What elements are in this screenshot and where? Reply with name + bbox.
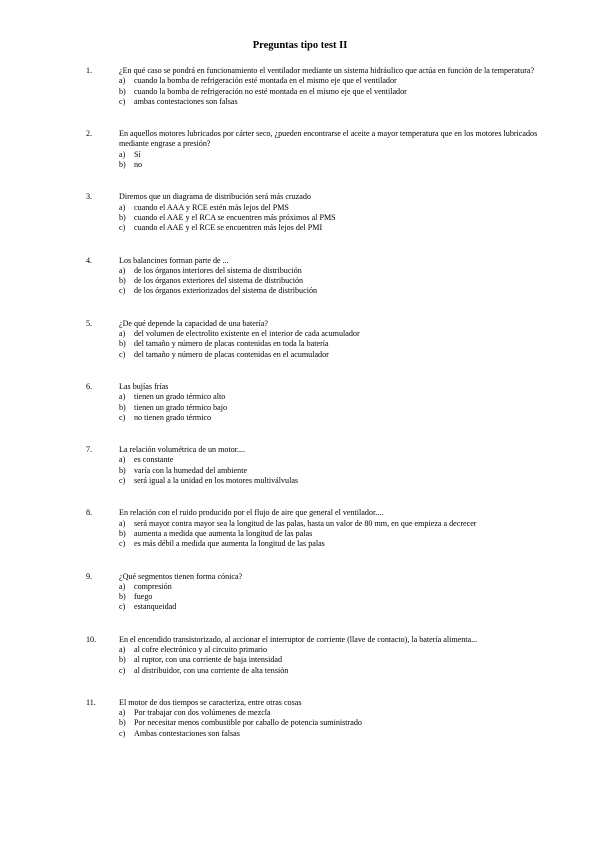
option-text: aumenta a medida que aumenta la longitud de las palas xyxy=(134,528,313,538)
page-title: Preguntas tipo test II xyxy=(252,40,348,51)
question-item xyxy=(86,698,566,739)
answer-option xyxy=(119,266,566,276)
question-number: 6. xyxy=(86,381,93,391)
question-item xyxy=(86,508,566,549)
option-letter: a) xyxy=(119,149,126,159)
option-letter: c) xyxy=(119,602,126,612)
option-letter: a) xyxy=(119,455,126,465)
option-letter: b) xyxy=(119,212,126,222)
option-letter: a) xyxy=(119,392,126,402)
answer-option xyxy=(119,529,566,539)
option-text: al cofre electrónico y al circuito primario xyxy=(134,644,268,654)
question-body xyxy=(119,256,566,297)
option-letter: c) xyxy=(119,349,126,359)
answer-option xyxy=(119,708,566,718)
answer-option xyxy=(119,403,566,413)
option-text: de los órganos exteriorizados del sistema de distribución xyxy=(134,286,318,296)
option-letter: b) xyxy=(119,86,126,96)
question-list xyxy=(86,66,566,739)
question-item xyxy=(86,192,566,233)
question-body xyxy=(119,66,566,107)
answer-option xyxy=(119,329,566,339)
option-letter: a) xyxy=(119,202,126,212)
answer-option xyxy=(119,539,566,549)
option-text: tienen un grado térmico bajo xyxy=(134,402,228,412)
option-text: fuego xyxy=(134,592,153,602)
option-text: al ruptor, con una corriente de baja intensidad xyxy=(134,655,283,665)
question-item xyxy=(86,66,566,107)
option-letter: a) xyxy=(119,708,126,718)
answer-option xyxy=(119,392,566,402)
option-letter: c) xyxy=(119,728,126,738)
question-body xyxy=(119,192,566,233)
option-text: tienen un grado térmico alto xyxy=(134,392,226,402)
question-text: Los balancines forman parte de ... xyxy=(119,255,229,265)
question-body xyxy=(119,635,566,676)
question-body xyxy=(119,572,566,613)
answer-option xyxy=(119,203,566,213)
option-text: Sí xyxy=(134,149,141,159)
question-number: 7. xyxy=(86,445,93,455)
question-text: En el encendido transistorizado, al accionar el interruptor de corriente (llave de contacto), la batería alimenta... xyxy=(119,634,478,644)
answer-option xyxy=(119,213,566,223)
option-letter: c) xyxy=(119,96,126,106)
option-letter: b) xyxy=(119,592,126,602)
question-text: El motor de dos tiempos se caracteriza, entre otras cosas xyxy=(119,697,302,707)
option-letter: a) xyxy=(119,581,126,591)
question-body xyxy=(119,382,566,423)
answer-option xyxy=(119,592,566,602)
option-text: cuando la bomba de refrigeración no esté montada en el mismo eje que el ventilador xyxy=(134,86,407,96)
option-text: de los órganos interiores del sistema de distribución xyxy=(134,265,302,275)
answer-option xyxy=(119,150,566,160)
answer-option xyxy=(119,87,566,97)
option-letter: b) xyxy=(119,339,126,349)
option-letter: b) xyxy=(119,655,126,665)
option-letter: c) xyxy=(119,223,126,233)
option-letter: b) xyxy=(119,160,126,170)
answer-option xyxy=(119,455,566,465)
option-letter: c) xyxy=(119,665,126,675)
question-number: 10. xyxy=(86,634,97,644)
answer-option xyxy=(119,350,566,360)
option-text: compresión xyxy=(134,581,172,591)
question-text: Las bujías frías xyxy=(119,381,169,391)
option-letter: b) xyxy=(119,528,126,538)
question-text: ¿De qué depende la capacidad de una batería? xyxy=(119,318,268,328)
option-letter: c) xyxy=(119,539,126,549)
option-letter: a) xyxy=(119,329,126,339)
option-text: Por necesitar menos combustible por caballo de potencia suministrado xyxy=(134,718,362,728)
question-item xyxy=(86,382,566,423)
option-text: al distribuidor, con una corriente de alta tensión xyxy=(134,665,289,675)
question-number: 9. xyxy=(86,571,93,581)
option-letter: a) xyxy=(119,644,126,654)
answer-option xyxy=(119,519,566,529)
answer-option xyxy=(119,582,566,592)
question-text: Diremos que un diagrama de distribución será más cruzado xyxy=(119,192,311,202)
answer-option xyxy=(119,645,566,655)
answer-option xyxy=(119,223,566,233)
question-item xyxy=(86,572,566,613)
question-body xyxy=(119,319,566,360)
option-text: cuando el AAE y el RCE se encuentren más lejos del PMI xyxy=(134,223,323,233)
question-text: ¿En qué caso se pondrá en funcionamiento el ventilador mediante un sistema hidráulico que actúa en función de la temperatura? xyxy=(119,66,535,75)
option-letter: a) xyxy=(119,518,126,528)
question-text: En relación con el ruido producido por el flujo de aire que general el ventilador.... xyxy=(119,508,384,518)
option-text: no xyxy=(134,160,143,170)
answer-option xyxy=(119,729,566,739)
option-text: cuando el AAA y RCE estén más lejos del PMS xyxy=(134,202,289,212)
question-number: 3. xyxy=(86,192,93,202)
option-text: del volumen de electrolito existente en el interior de cada acumulador xyxy=(134,329,360,339)
option-letter: b) xyxy=(119,465,126,475)
option-letter: a) xyxy=(119,265,126,275)
question-text: ¿Qué segmentos tienen forma cónica? xyxy=(119,571,243,581)
question-number: 5. xyxy=(86,318,93,328)
option-letter: c) xyxy=(119,286,126,296)
answer-option xyxy=(119,97,566,107)
answer-option xyxy=(119,655,566,665)
option-text: estanqueidad xyxy=(134,602,177,612)
answer-option xyxy=(119,466,566,476)
question-item xyxy=(86,635,566,676)
option-text: cuando el AAE y el RCA se encuentren más próximos al PMS xyxy=(134,212,336,222)
option-letter: c) xyxy=(119,412,126,422)
option-text: Ambas contestaciones son falsas xyxy=(134,728,240,738)
question-text: En aquellos motores lubricados por cárter seco, ¿pueden encontrarse el aceite a mayor temperatura que en los motores lubricados mediante engrase a presión? xyxy=(119,129,538,149)
option-text: del tamaño y número de placas contenidas en el acumulador xyxy=(134,349,329,359)
question-item xyxy=(86,256,566,297)
question-body xyxy=(119,698,566,739)
question-text: La relación volumétrica de un motor.... xyxy=(119,445,246,455)
answer-option xyxy=(119,666,566,676)
answer-option xyxy=(119,718,566,728)
option-text: es constante xyxy=(134,455,174,465)
option-letter: c) xyxy=(119,476,126,486)
option-letter: a) xyxy=(119,76,126,86)
option-text: cuando la bomba de refrigeración esté montada en el mismo eje que el ventilador xyxy=(134,76,397,86)
answer-option xyxy=(119,160,566,170)
option-text: será igual a la unidad en los motores multiválvulas xyxy=(134,476,299,486)
question-item xyxy=(86,319,566,360)
option-text: no tienen grado térmico xyxy=(134,412,212,422)
answer-option xyxy=(119,602,566,612)
answer-option xyxy=(119,476,566,486)
question-body xyxy=(119,508,566,549)
option-text: de los órganos exteriores del sistema de distribución xyxy=(134,276,304,286)
option-text: será mayor contra mayor sea la longitud de las palas, hasta un valor de 80 mm, en que empieza a decrecer xyxy=(134,518,477,528)
question-number: 1. xyxy=(86,66,93,75)
question-body xyxy=(119,129,566,170)
option-letter: b) xyxy=(119,402,126,412)
answer-option xyxy=(119,339,566,349)
option-text: del tamaño y número de placas contenidas en toda la batería xyxy=(134,339,329,349)
answer-option xyxy=(119,76,566,86)
answer-option xyxy=(119,413,566,423)
answer-option xyxy=(119,276,566,286)
answer-option xyxy=(119,286,566,296)
option-text: ambas contestaciones son falsas xyxy=(134,96,238,106)
option-text: es más débil a medida que aumenta la longitud de las palas xyxy=(134,539,325,549)
question-number: 4. xyxy=(86,255,93,265)
option-letter: b) xyxy=(119,718,126,728)
question-number: 2. xyxy=(86,129,93,139)
option-text: Por trabajar con dos volúmenes de mezcla xyxy=(134,708,271,718)
question-number: 8. xyxy=(86,508,93,518)
question-item xyxy=(86,445,566,486)
option-text: varía con la humedad del ambiente xyxy=(134,465,248,475)
question-item xyxy=(86,129,566,170)
question-body xyxy=(119,445,566,486)
option-letter: b) xyxy=(119,276,126,286)
question-number: 11. xyxy=(86,697,96,707)
